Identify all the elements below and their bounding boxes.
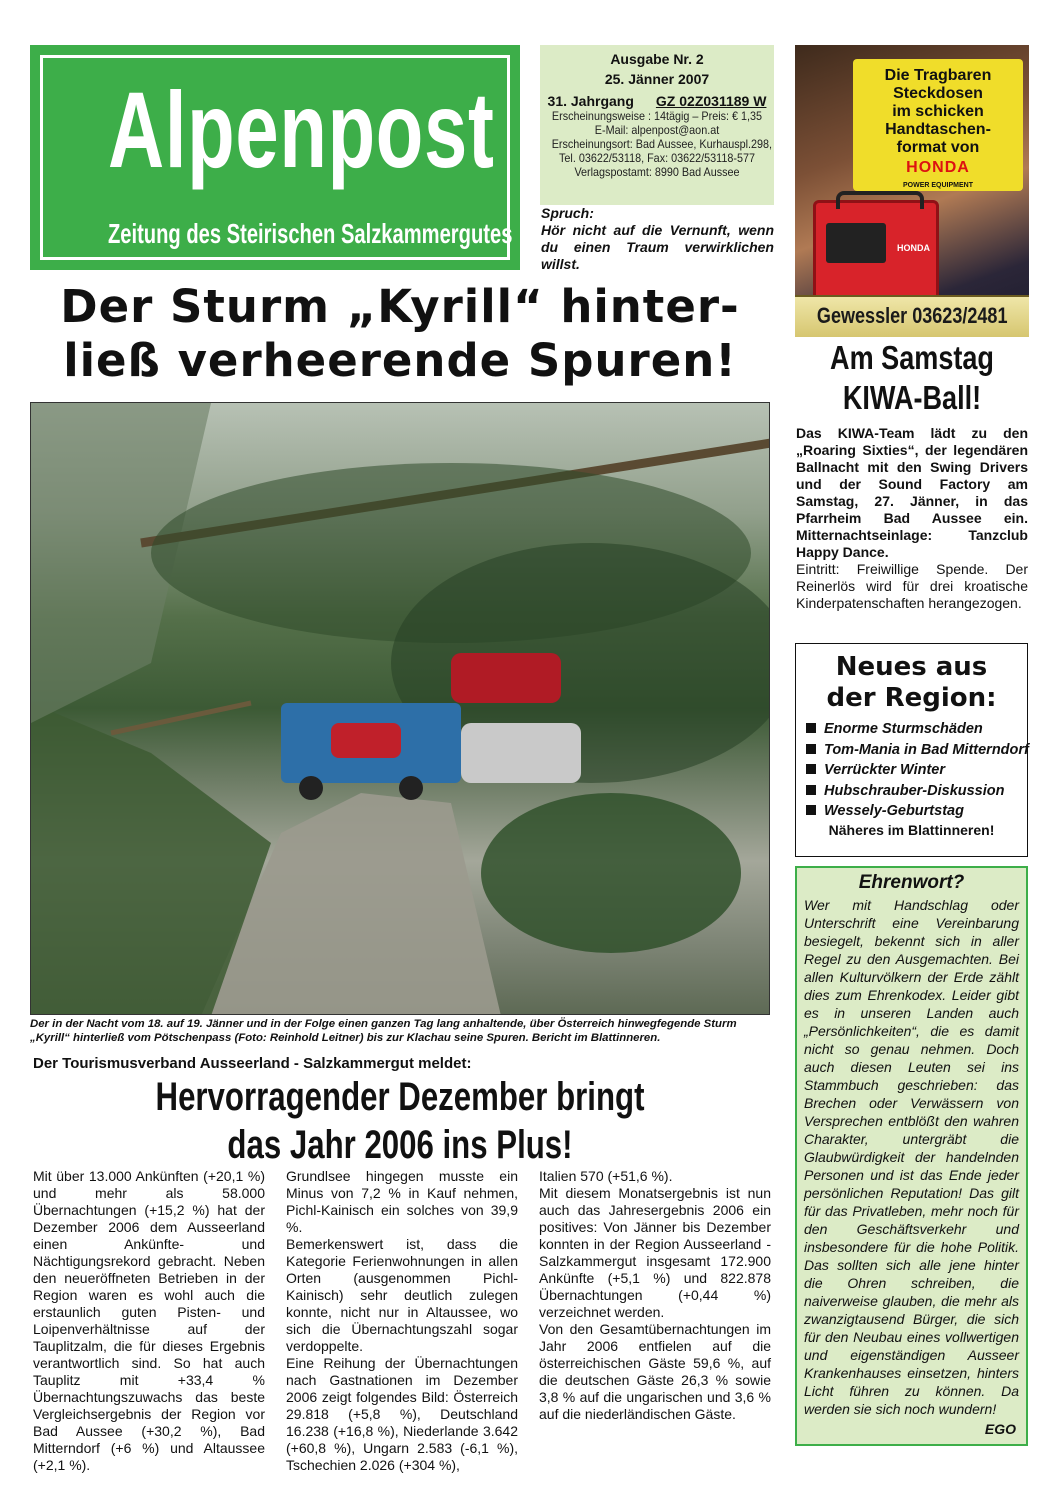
kiwa-headline-line: KIWA-Ball! [842,379,982,416]
red-car [451,653,561,703]
main-headline [30,280,770,388]
bullet-square-icon [806,764,816,774]
region-item-label: Enorme Sturmschäden [824,721,983,737]
article-headline [30,1073,770,1169]
kiwa-lead: Das KIWA-Team lädt zu den „Roaring Sixties“, der legendären Ballnacht mit den Swing Drivers und der Sound Factory am Samstag, 27. Jänner, in das Pfarrheim Bad Aussee ein. Mitternachtseinlage: Tanzclub Happy Dance. [796,425,1028,560]
newspaper-subtitle: Zeitung des Steirischen Salzkammergutes [107,218,513,249]
bullet-square-icon [806,744,816,754]
issue-number: Ausgabe Nr. 2 [610,51,704,67]
article-column-1 [33,1168,265,1474]
region-news-box [795,643,1028,857]
kiwa-headline-line: Am Samstag [830,339,994,376]
article-paragraph: Grundlsee hingegen musste ein Minus von 7,2 % in Kauf nehmen, Pichl-Kainisch ein solches von 39,9 %. [286,1168,518,1235]
masthead-frame [40,55,513,260]
ad-tagline-line: im schicken [892,103,984,120]
list-item [806,801,1029,822]
kiwa-article [796,425,1028,612]
ad-tagline-line: Die Tragbaren [884,67,992,84]
list-item [806,760,1029,781]
region-more-note: Näheres im Blattinneren! [828,822,995,838]
bullet-square-icon [806,723,816,733]
list-item [806,781,1029,802]
ehrenwort-signature: EGO [984,1421,1016,1437]
honda-logo-sub: POWER EQUIPMENT [902,182,973,189]
region-item-label: Hubschrauber-Diskussion [824,782,1005,799]
region-list [806,719,1029,822]
ehrenwort-box [795,866,1028,1446]
issue-line: Verlagspostamt: 8990 Bad Aussee [574,165,740,179]
issue-info-box [540,45,774,205]
issue-email[interactable]: E-Mail: alpenpost@aon.at [594,123,720,137]
spruch-text: Hör nicht auf die Vernunft, wenn du einen Traum verwirklichen willst. [541,222,774,272]
ehrenwort-text: Wer mit Handschlag oder Unterschrift eine Vereinbarung besiegelt, bekennt sich in aller Regel zu den Ausgemachten. Bei allen Kulturvölkern der Erde zählt dies zum Ehrenkodex. Leider gibt es in unseren Landen auch „Persönlichkeiten“, die es damit nicht so genau nehmen. Doch auch diesen Leuten sei ins Stammbuch geschrieben: das Brechen oder Verwässern von Versprechen entblößt den wahren Charakter, untergräbt die Glaubwürdigkeit der handelnden Personen und ist das Ende jeder persönlichen Reputation! Das gilt für das Privatleben, mehr noch für den Geschäftsverkehr und insbesondere für die hohe Politik. Das sollten sich alle jene hinter die Ohren schreiben, die naiverweise glauben, die mehr als zwanzigtausend Bürger, die sich für den Neubau eines vollwertigen und eigenständigen Ausseer Krankenhauses einsetzen, hinters Licht führen zu können. Da werden sie sich noch wundern! [804,897,1019,1417]
branches-foreground [481,793,741,953]
article-paragraph: Mit über 13.000 Ankünften (+20,1 %) und mehr als 58.000 Übernachtungen (+15,2 %) hat der Dezember 2006 dem Ausseerland einen Ankünfte- und Nächtigungsrekord gebracht. Neben den neueröffneten Betrieben in der Region waren es wohl auch die erstaunlich guten Pisten- und Loipenverhältnisse auf der Tauplitzalm, die für dieses Ergebnis verantwortlich sind. So hat auch Tauplitz mit +33,4 % Übernachtungszuwachs das beste Vergleichsergebnis der Region vor Bad Aussee (+30,2 %), Bad Mitterndorf (+6 %) und Altaussee (+2,1 %). [33,1168,265,1473]
newspaper-title: Alpenpost [107,69,495,190]
spruch [541,205,774,273]
main-headline-line: Der Sturm „Kyrill“ hinter- [60,280,740,333]
issue-line: Tel. 03622/53118, Fax: 03622/53118-577 [559,151,755,165]
ad-footer-text: Gewessler 03623/2481 [816,303,1008,328]
red-car [331,723,401,758]
issue-line: Erscheinungsweise : 14tägig – Preis: € 1,35 [551,109,763,123]
region-title-line: der Region: [826,683,997,713]
article-kicker: Der Tourismusverband Ausseerland - Salzkammergut meldet: [33,1055,472,1072]
ad-footer [795,295,1029,337]
region-title [796,652,1027,714]
honda-logo: HONDA [906,159,970,176]
ad-tagline-line: Handtaschen- [885,121,991,138]
region-item-label: Wessely-Geburtstag [824,803,964,819]
photo-caption: Der in der Nacht vom 18. auf 19. Jänner und in der Folge einen ganzen Tag lang anhaltende, über Österreich hinwegfegende Sturm „Kyrill“ hinterließ vom Pötschenpass (Foto: Reinhold Leitner) bis zur Klachau seine Spuren. Bericht im Blattinneren. [30,1018,737,1044]
issue-year: 31. Jahrgang [547,93,634,109]
main-headline-line: ließ verheerende Spuren! [63,334,737,387]
bullet-square-icon [806,805,816,815]
article-paragraph: Eine Reihung der Übernachtungen nach Gastnationen im Dezember 2006 zeigt folgendes Bild: Österreich 29.818 (+5,8 %), Deutschland 16.238 (+16,8 %), Niederlande 3.642 (+60,8 %), Ungarn 2.583 (-6,1 %), Tschechien 2.026 (+304 %), [286,1355,518,1473]
spruch-heading: Spruch: [541,205,594,221]
kiwa-text: Eintritt: Freiwillige Spende. Der Reinerlös wird für drei kroatische Kinderpatenschaften herangezogen. [796,561,1028,611]
issue-line: Erscheinungsort: Bad Aussee, Kurhauspl.298, [551,137,773,151]
generator-panel [826,223,886,263]
ehrenwort-title: Ehrenwort? [858,872,965,893]
list-item [806,740,1029,761]
article-headline-line: Hervorragender Dezember bringt [155,1075,645,1119]
honda-advertisement[interactable] [795,45,1029,337]
issue-gz: GZ 02Z031189 W [655,93,767,109]
storm-photo [30,402,770,1015]
kiwa-headline [795,338,1029,418]
bullet-square-icon [806,785,816,795]
article-paragraph: Von den Gesamtübernachtungen im Jahr 2006 entfielen auf die österreichischen Gäste 59,6 %, auf die deutschen Gäste 26,3 % sowie 3,8 % auf die ungarischen und 3,6 % auf die niederländischen Gäste. [539,1321,771,1422]
article-paragraph: Mit diesem Monatsergebnis ist nun auch das Jahresergebnis 2006 ein positives: Von Jänner bis Dezember konnten in der Region Ausseerland - Salzkammergut insgesamt 172.900 Ankünfte (+5,1 %) und 822.878 Übernachtungen (+0,44 %) verzeichnet werden. [539,1185,771,1320]
truck-wheel [399,776,423,800]
truck-wheel [299,776,323,800]
article-paragraph: Bemerkenswert ist, dass die Kategorie Ferienwohnungen in allen Orten (ausgenommen Pichl-Kainisch) sehr deutlich zulegen konnte, nicht nur in Altaussee, wo sich die Übernachtungszahl sogar verdoppelte. [286,1236,518,1354]
region-item-label: Verrückter Winter [824,762,946,778]
article-column-2 [286,1168,518,1474]
list-item [806,719,1029,740]
masthead [30,45,520,270]
article-headline-line: das Jahr 2006 ins Plus! [227,1123,573,1167]
article-paragraph: Italien 570 (+51,6 %). [539,1168,673,1184]
silver-car [461,723,581,783]
storm-photo-illustration [31,403,770,1015]
generator-handle [836,191,924,209]
ad-tagline-box [853,59,1023,191]
region-title-line: Neues aus [835,652,988,682]
issue-year-row [540,93,774,109]
generator-label: HONDA [897,243,930,253]
ad-tagline-line: format von [896,139,980,156]
ad-tagline-line: Steckdosen [893,85,983,102]
article-column-3 [539,1168,771,1423]
region-item-label: Tom-Mania in Bad Mitterndorf [824,741,1029,758]
fallen-tree-trunk [111,703,251,733]
issue-date: 25. Jänner 2007 [604,71,710,87]
